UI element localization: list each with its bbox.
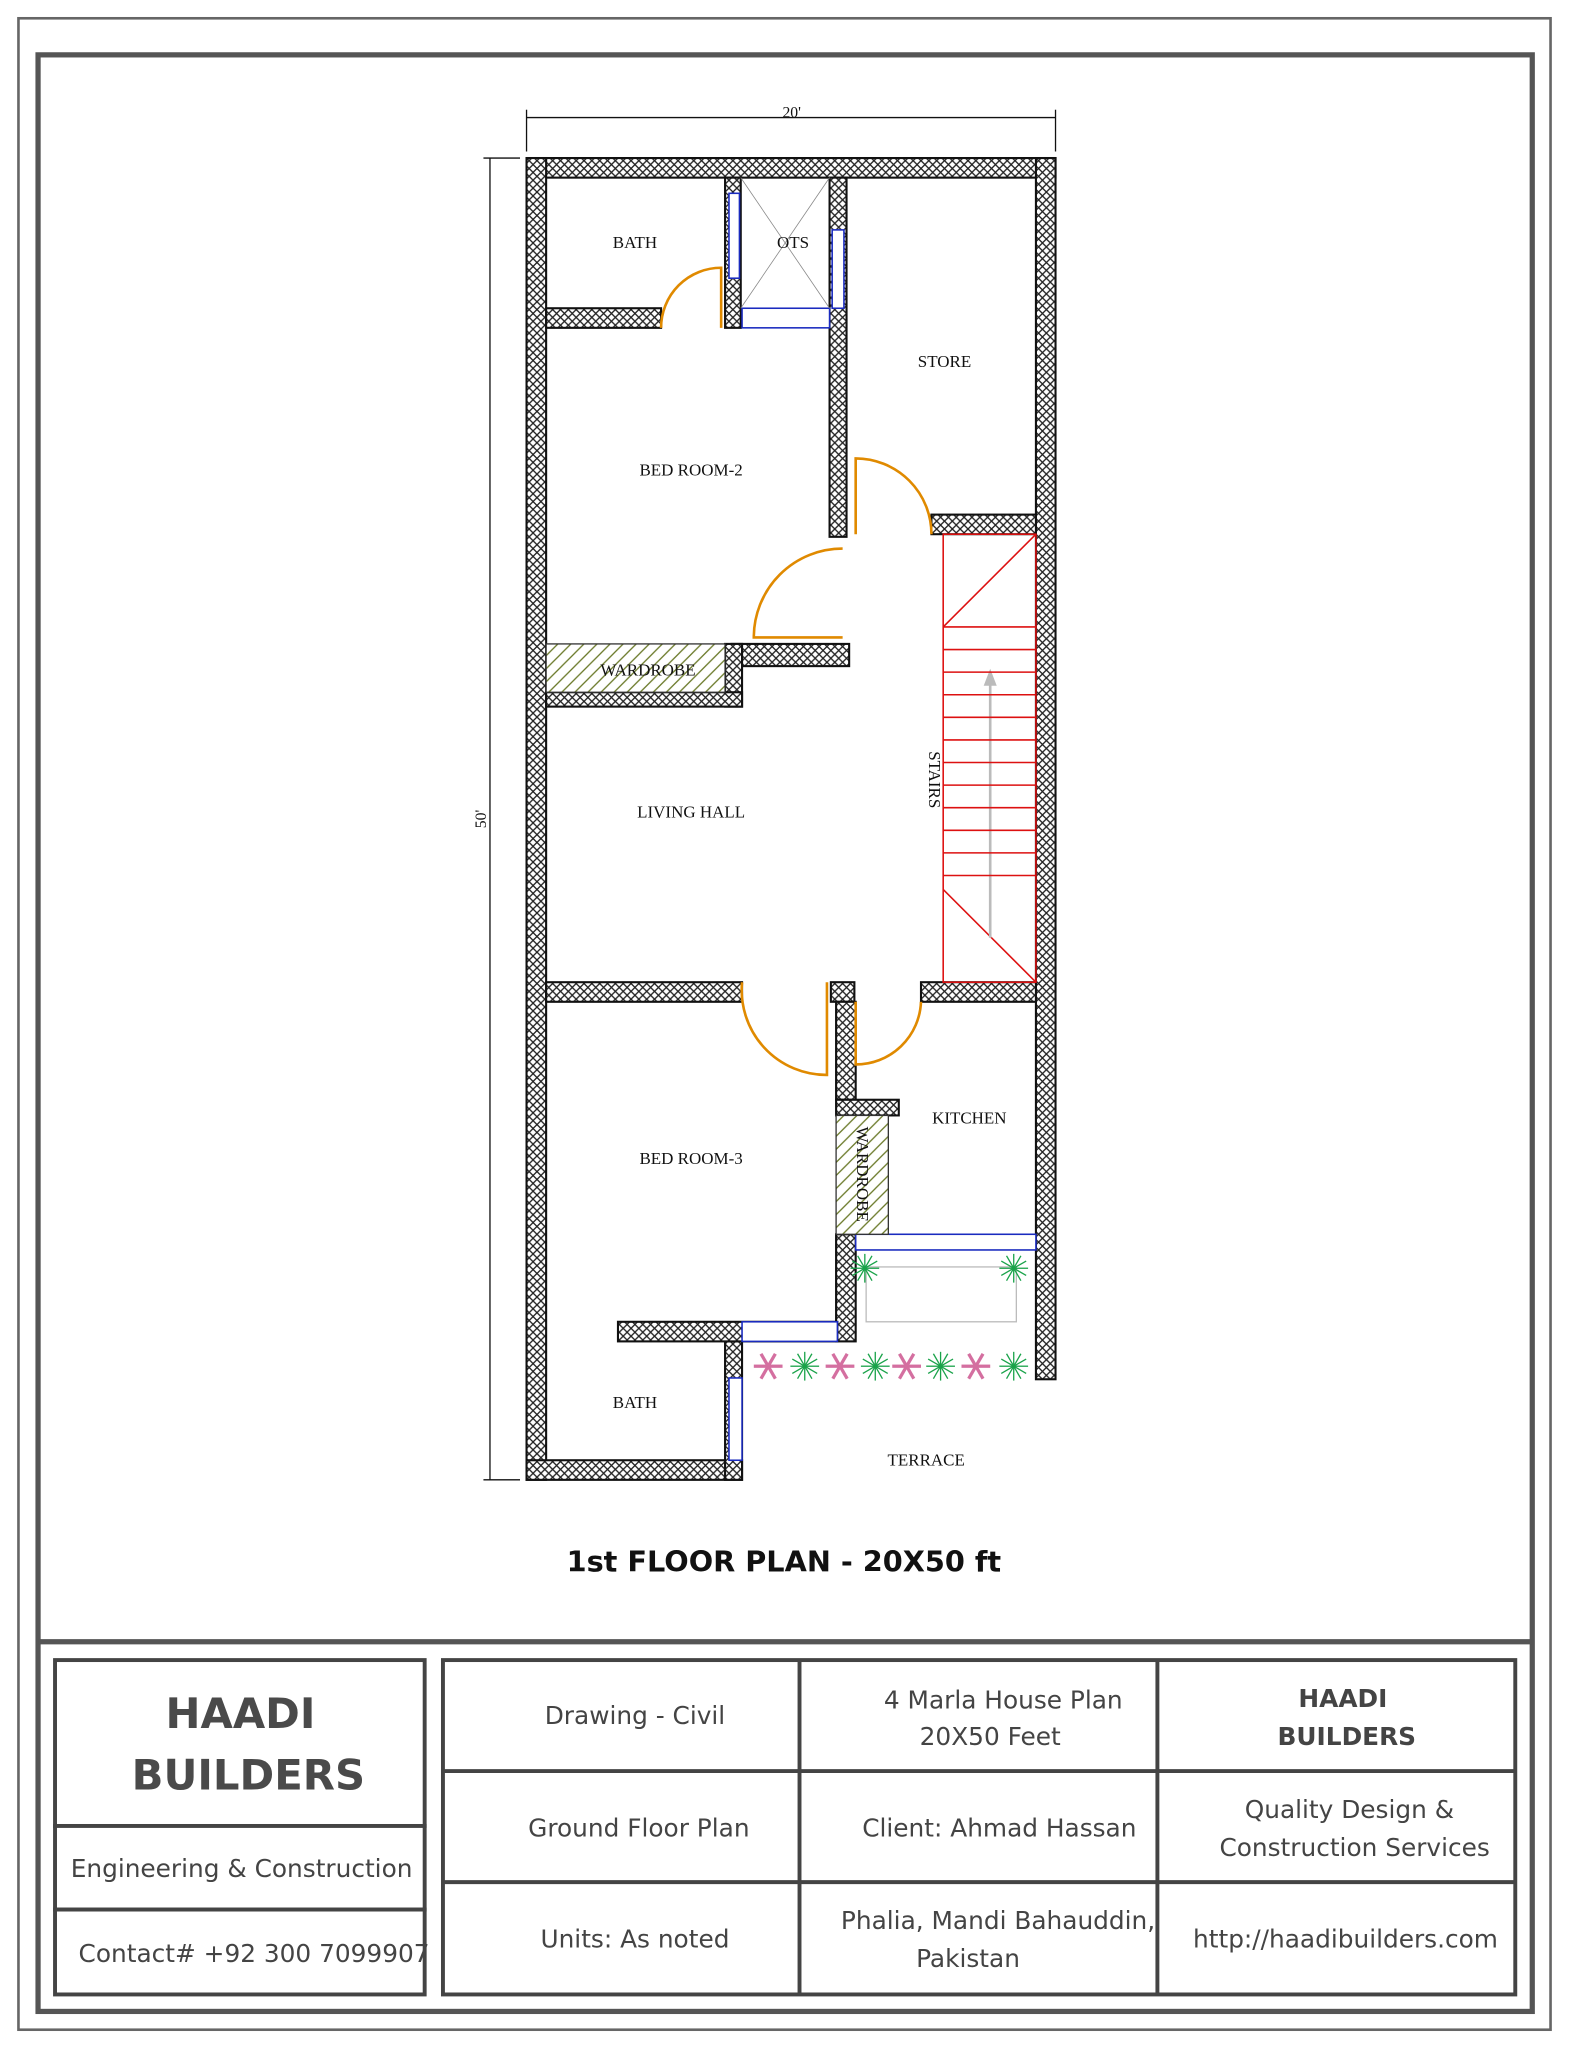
flower-icon: [892, 1354, 921, 1379]
length-label: 50': [473, 809, 491, 829]
flower-icon: [826, 1354, 855, 1379]
cell-website[interactable]: http://haadibuilders.com: [1193, 1924, 1498, 1954]
shrub-icon: [926, 1352, 955, 1381]
shrub-icon: [790, 1352, 819, 1381]
room-ots: OTS: [776, 233, 810, 253]
room-wardrobe-2: WARDROBE: [852, 1126, 872, 1222]
cell-services-2: Construction Services: [1219, 1833, 1490, 1862]
company-tagline: Engineering & Construction: [70, 1853, 413, 1883]
room-living-hall: LIVING HALL: [637, 802, 746, 822]
dimension-length: [473, 158, 520, 1480]
company-contact: Contact# +92 300 7099907: [78, 1938, 430, 1968]
cell-units: Units: As noted: [540, 1924, 730, 1954]
title-block-grid: [443, 1660, 1515, 1994]
room-bedroom-2: BED ROOM-2: [639, 460, 743, 480]
plants: [754, 1254, 1028, 1381]
plan-title: 1st FLOOR PLAN - 20X50 ft: [566, 1544, 1002, 1579]
shrub-icon: [861, 1352, 890, 1381]
flower-icon: [961, 1354, 990, 1379]
cell-brand-2: BUILDERS: [1277, 1721, 1417, 1751]
room-store: STORE: [917, 352, 972, 372]
room-stairs: STAIRS: [924, 751, 944, 809]
shrub-icon: [999, 1254, 1028, 1283]
cell-drawing: Drawing - Civil: [544, 1701, 726, 1731]
room-terrace: TERRACE: [887, 1450, 965, 1470]
stairs: [943, 534, 1036, 982]
room-bath-bottom: BATH: [612, 1393, 658, 1412]
cell-client: Client: Ahmad Hassan: [862, 1813, 1137, 1843]
flower-icon: [754, 1354, 783, 1379]
room-kitchen: KITCHEN: [932, 1108, 1007, 1128]
width-label: 20': [782, 104, 801, 122]
cell-brand-1: HAADI: [1298, 1684, 1388, 1714]
planter: [866, 1267, 1016, 1322]
cell-sheet: Ground Floor Plan: [528, 1813, 750, 1843]
title-block-company: [55, 1660, 430, 1994]
cell-location-1: Phalia, Mandi Bahauddin,: [840, 1906, 1156, 1936]
room-wardrobe-1: WARDROBE: [600, 660, 696, 680]
shrub-icon: [999, 1352, 1028, 1381]
company-name-line2: BUILDERS: [131, 1750, 366, 1800]
cell-location-2: Pakistan: [916, 1944, 1020, 1974]
cell-services-1: Quality Design &: [1244, 1795, 1455, 1825]
company-name-line1: HAADI: [165, 1689, 316, 1738]
room-bath-top: BATH: [612, 233, 658, 253]
cell-plan-name-1: 4 Marla House Plan: [883, 1685, 1123, 1715]
cell-plan-name-2: 20X50 Feet: [919, 1721, 1061, 1751]
dimension-width: [527, 105, 1056, 152]
room-bedroom-3: BED ROOM-3: [639, 1148, 743, 1168]
walls: [527, 158, 1056, 1480]
